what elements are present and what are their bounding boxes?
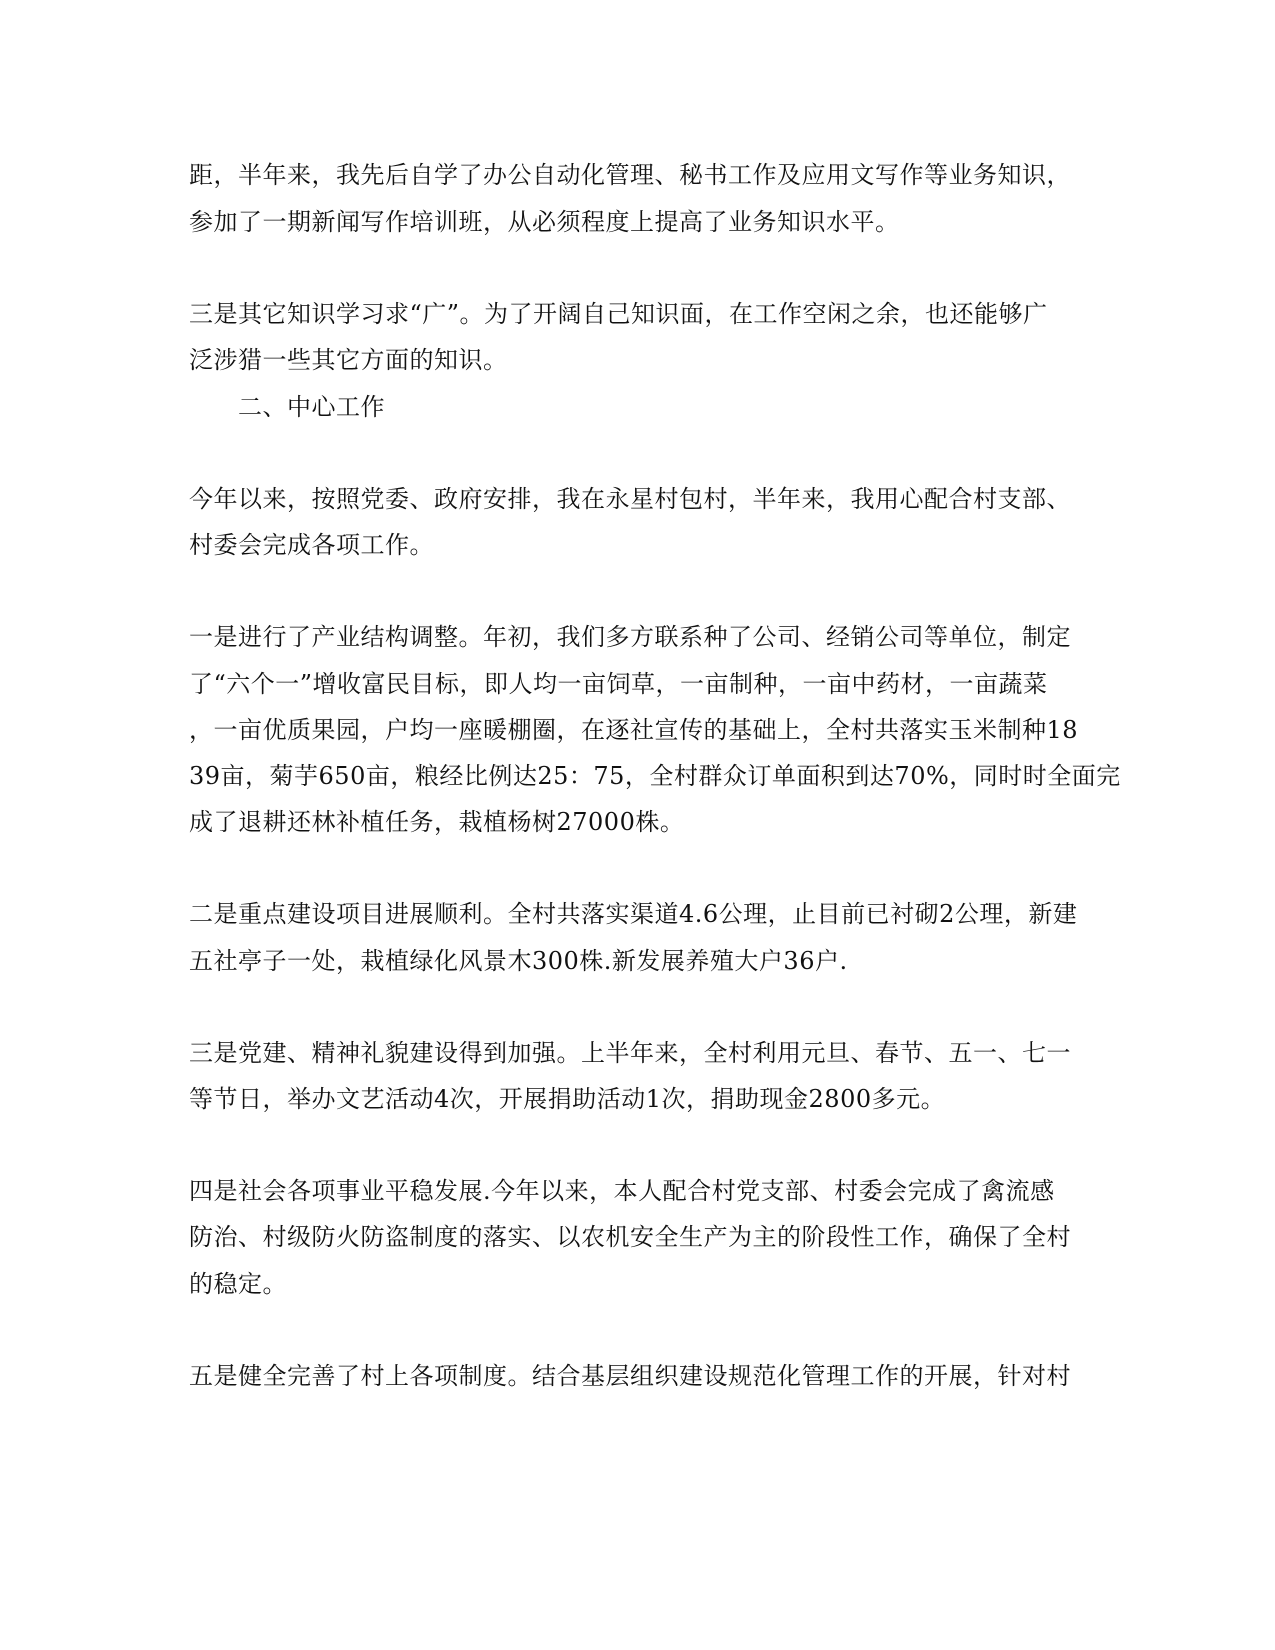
paragraph-line: 五社亭子一处，栽植绿化风景木300株.新发展养殖大户36户.	[189, 947, 848, 975]
paragraph-line: 泛涉猎一些其它方面的知识。	[189, 346, 508, 374]
paragraph-line: 39亩，菊芋650亩，粮经比例达25：75，全村群众订单面积到达70%，同时时全面完	[189, 762, 1121, 790]
paragraph-line: 的稳定。	[189, 1270, 287, 1298]
paragraph-line: 距，半年来，我先后自学了办公自动化管理、秘书工作及应用文写作等业务知识，	[189, 161, 1071, 189]
paragraph-line: 五是健全完善了村上各项制度。结合基层组织建设规范化管理工作的开展，针对村	[189, 1362, 1071, 1390]
paragraph-line: 了“六个一”增收富民目标，即人均一亩饲草，一亩制种，一亩中药材，一亩蔬菜	[189, 670, 1048, 698]
paragraph-line: 成了退耕还林补植任务，栽植杨树27000株。	[189, 808, 685, 836]
paragraph-line: 今年以来，按照党委、政府安排，我在永星村包村，半年来，我用心配合村支部、	[189, 485, 1071, 513]
section-heading: 二、中心工作	[238, 393, 385, 421]
paragraph-line: 三是其它知识学习求“广”。为了开阔自己知识面，在工作空闲之余，也还能够广	[189, 300, 1048, 328]
paragraph-line: 一是进行了产业结构调整。年初，我们多方联系种了公司、经销公司等单位，制定	[189, 623, 1071, 651]
paragraph-line: 村委会完成各项工作。	[189, 531, 434, 559]
paragraph-line: ，一亩优质果园，户均一座暖棚圈，在逐社宣传的基础上，全村共落实玉米制种18	[189, 716, 1079, 744]
paragraph-line: 三是党建、精神礼貌建设得到加强。上半年来，全村利用元旦、春节、五一、七一	[189, 1039, 1071, 1067]
paragraph-line: 四是社会各项事业平稳发展.今年以来，本人配合村党支部、村委会完成了禽流感	[189, 1177, 1055, 1205]
paragraph-line: 参加了一期新闻写作培训班，从必须程度上提高了业务知识水平。	[189, 208, 900, 236]
paragraph-line: 防治、村级防火防盗制度的落实、以农机安全生产为主的阶段性工作，确保了全村	[189, 1223, 1071, 1251]
paragraph-line: 等节日，举办文艺活动4次，开展捐助活动1次，捐助现金2800多元。	[189, 1085, 946, 1113]
paragraph-line: 二是重点建设项目进展顺利。全村共落实渠道4.6公理，止目前已衬砌2公理，新建	[189, 900, 1078, 928]
